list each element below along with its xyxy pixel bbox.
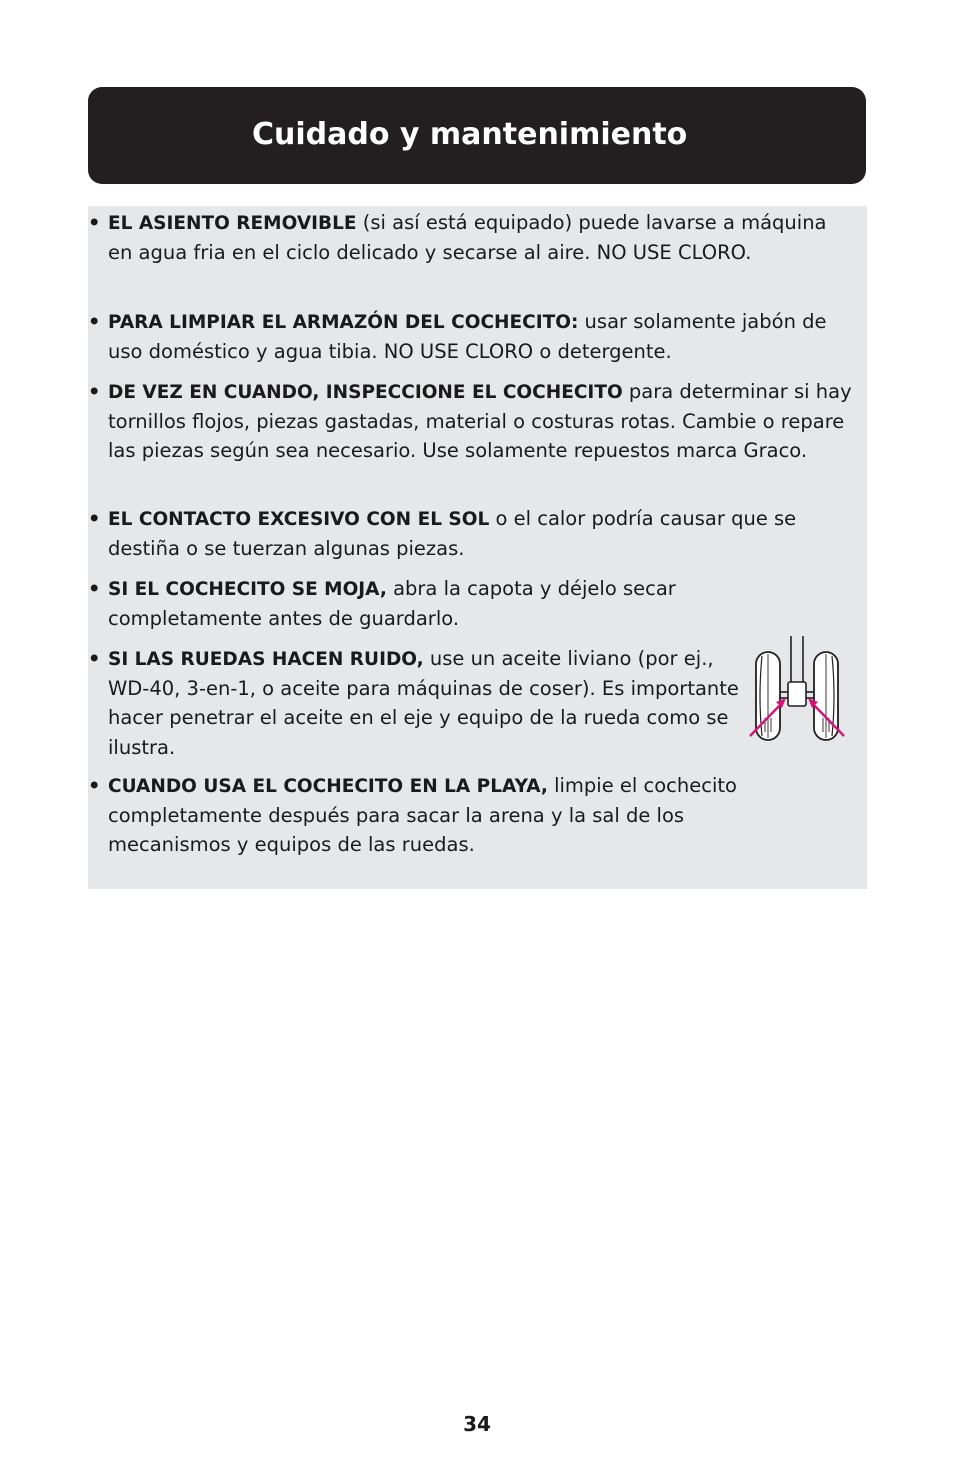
item-text: para determinar si hay tornillos flojos, piezas gastadas, material o costuras rotas. Cambie o repare las piezas según sea necesario. Use solamente repuestos marca Graco. <box>108 380 852 463</box>
bullet: • <box>88 577 101 600</box>
stroller-wheel-oiling-icon <box>748 636 846 742</box>
item-lead: PARA LIMPIAR EL ARMAZÓN DEL COCHECITO: <box>108 312 579 333</box>
care-instructions-panel <box>88 206 867 889</box>
page-title: Cuidado y mantenimiento <box>252 117 688 152</box>
item-lead: EL ASIENTO REMOVIBLE <box>108 213 357 234</box>
page-number: 34 <box>463 1412 491 1436</box>
item-text: limpie el cochecito completamente después para sacar la arena y la sal de los mecanismos y equipos de las ruedas. <box>108 774 737 857</box>
item-text: o el calor podría causar que se destiña o se tuerzan algunas piezas. <box>108 507 797 561</box>
bullet: • <box>88 380 101 403</box>
list-item-beach-use <box>88 771 778 860</box>
item-lead: SI LAS RUEDAS HACEN RUIDO, <box>108 649 424 670</box>
item-text: (si así está equipado) puede lavarse a máquina en agua fria en el ciclo delicado y secarse al aire. NO USE CLORO. <box>108 211 827 265</box>
bullet: • <box>88 507 101 530</box>
bullet: • <box>88 211 101 234</box>
bullet: • <box>88 647 101 670</box>
list-item-sun-exposure <box>88 504 866 563</box>
bullet: • <box>88 774 101 797</box>
list-item-clean-frame <box>88 307 858 366</box>
section-header <box>88 87 866 184</box>
bullet: • <box>88 310 101 333</box>
item-lead: EL CONTACTO EXCESIVO CON EL SOL <box>108 509 490 530</box>
list-item-removable-seat <box>88 208 848 267</box>
item-lead: DE VEZ EN CUANDO, INSPECCIONE EL COCHECITO <box>108 382 623 403</box>
item-text: usar solamente jabón de uso doméstico y agua tibia. NO USE CLORO o detergente. <box>108 310 827 364</box>
list-item-inspect-stroller <box>88 377 863 466</box>
item-lead: CUANDO USA EL COCHECITO EN LA PLAYA, <box>108 776 548 797</box>
item-lead: SI EL COCHECITO SE MOJA, <box>108 579 387 600</box>
list-item-wet-stroller <box>88 574 778 633</box>
list-item-noisy-wheels <box>88 644 743 762</box>
item-text: abra la capota y déjelo secar completamente antes de guardarlo. <box>108 577 676 631</box>
item-text: use un aceite liviano (por ej., WD-40, 3-en-1, o aceite para máquinas de coser). Es importante hacer penetrar el aceite en el eje y equipo de la rueda como se ilustra. <box>108 647 739 759</box>
